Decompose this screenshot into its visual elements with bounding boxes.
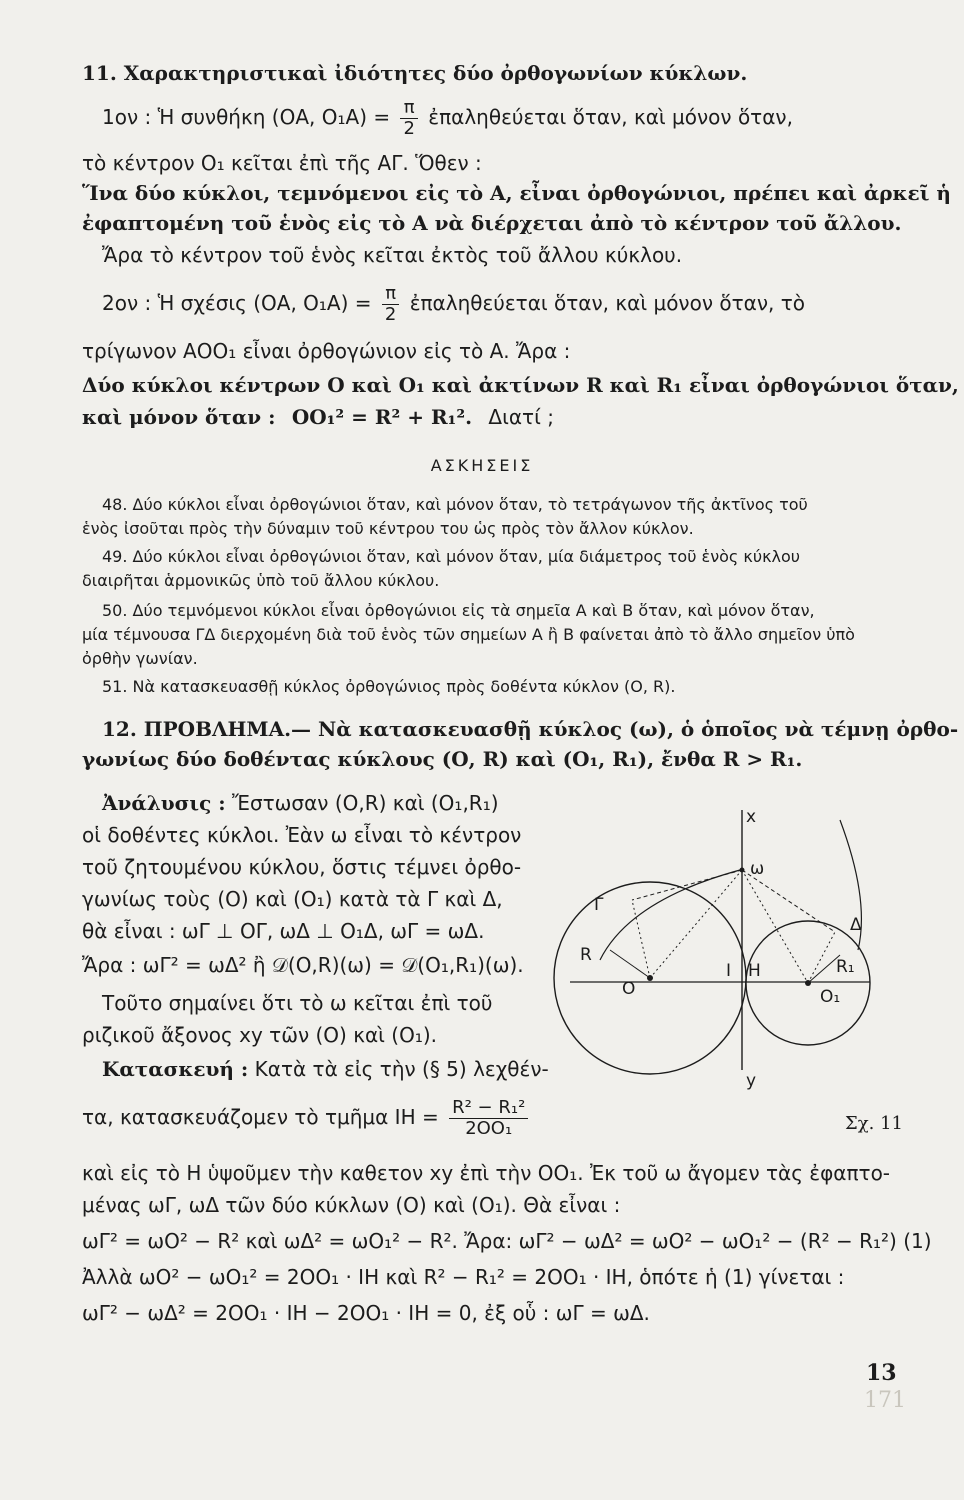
section-11-line-6	[102, 284, 914, 325]
label-x: x	[746, 807, 757, 827]
analysis-line-3: τοῦ ζητουμένου κύκλου, ὅστις τέμνει ὀρθο-	[82, 855, 522, 879]
exercise-50-line-2: μία τέμνουσα ΓΔ διερχομένη διὰ τοῦ ἑνὸς τῶν σημείων Α ἢ Β φαίνεται ἀπὸ τὸ ἄλλο σημεῖον ὑπὸ	[82, 625, 855, 644]
section-12-heading-1: 12. ΠΡΟΒΛΗΜΑ.— Νὰ κατασκευασθῇ κύκλος (ω), ὁ ὁποῖος νὰ τέμνῃ ὀρθο-	[102, 717, 959, 741]
point-o	[647, 975, 653, 981]
exercise-48-line-1: 48. Δύο κύκλοι εἶναι ὀρθογώνιοι ὅταν, καὶ μόνον ὅταν, τὸ τετράγωνον τῆς ἀκτῖνος τοῦ	[102, 495, 808, 514]
construction-label: Κατασκευή :	[102, 1057, 249, 1081]
section-11-line-7: τρίγωνον ΑΟΟ₁ εἶναι ὀρθογώνιον εἰς τὸ Α. Ἄρα :	[82, 339, 571, 363]
section-11-line-2: τὸ κέντρον Ο₁ κεῖται ἐπὶ τῆς ΑΓ. Ὅθεν :	[82, 151, 482, 175]
construction-text: Κατὰ τὰ εἰς τὴν (§ 5) λεχθέν-	[254, 1057, 549, 1081]
condition-text-end: ἐπαληθεύεται ὅταν, καὶ μόνον ὅταν,	[428, 105, 793, 129]
pi-over-two-2	[382, 284, 399, 325]
equation-line-c: ωΓ² = ωΟ² − R² καὶ ωΔ² = ωΟ₁² − R². Ἄρα: ωΓ² − ωΔ² = ωΟ² − ωΟ₁² − (R² − R₁²) (1)	[82, 1229, 932, 1253]
condition-text: 1ον : Ἡ συνθήκη (ΟΑ, Ο₁Α) =	[102, 105, 391, 129]
section-11-heading: 11. Χαρακτηριστικαὶ ἰδιότητες δύο ὀρθογωνίων κύκλων.	[82, 61, 748, 85]
radius-r	[610, 950, 650, 978]
section-12-heading-2: γωνίως δύο δοθέντας κύκλους (Ο, R) καὶ (Ο₁, R₁), ἔνθα R > R₁.	[82, 747, 803, 771]
figure-11	[540, 800, 910, 1140]
section-11-line-5: Ἄρα τὸ κέντρον τοῦ ἑνὸς κεῖται ἐκτὸς τοῦ ἄλλου κύκλου.	[102, 243, 683, 267]
two-denominator: 2	[384, 304, 397, 325]
label-gamma: Γ	[594, 895, 604, 915]
analysis-line-2: οἱ δοθέντες κύκλοι. Ἐὰν ω εἶναι τὸ κέντρον	[82, 823, 522, 847]
equation-line-e: ωΓ² − ωΔ² = 2ΟΟ₁ · ΙΗ − 2ΟΟ₁ · ΙΗ = 0, ἐξ οὗ : ωΓ = ωΔ.	[82, 1301, 650, 1325]
theorem-line-4	[82, 404, 894, 430]
label-delta: Δ	[850, 915, 862, 935]
pi-numerator: π	[400, 98, 417, 119]
tangent-omega-gamma	[632, 870, 742, 900]
exercise-51: 51. Νὰ κατασκευασθῇ κύκλος ὀρθογώνιος πρὸς δοθέντα κύκλον (Ο, R).	[102, 677, 676, 696]
theorem-line-2: ἐφαπτομένη τοῦ ἑνὸς εἰς τὸ Α νὰ διέρχεται ἀπὸ τὸ κέντρον τοῦ ἄλλου.	[82, 211, 902, 235]
exercise-49-line-1: 49. Δύο κύκλοι εἶναι ὀρθογώνιοι ὅταν, καὶ μόνον ὅταν, μία διάμετρος τοῦ ἑνὸς κύκλου	[102, 547, 801, 566]
paragraph-line-a: καὶ εἰς τὸ Η ὑψοῦμεν τὴν καθετον xy ἐπὶ τὴν ΟΟ₁. Ἐκ τοῦ ω ἄγομεν τὰς ἐφαπτο-	[82, 1161, 891, 1185]
label-h: H	[748, 961, 761, 981]
theorem-line-3: Δύο κύκλοι κέντρων Ο καὶ Ο₁ καὶ ἀκτίνων R καὶ R₁ εἶναι ὀρθογώνιοι ὅταν,	[82, 373, 959, 397]
relation-text-end: ἐπαληθεύεται ὅταν, καὶ μόνον ὅταν, τὸ	[409, 291, 805, 315]
analysis-line-6: Ἄρα : ωΓ² = ωΔ² ἢ 𝒟(Ο,R)(ω) = 𝒟(Ο₁,R₁)(ω).	[82, 953, 524, 977]
exercise-48-line-2: ἑνὸς ἰσοῦται πρὸς τὴν δύναμιν τοῦ κέντρου του ὡς πρὸς τὸν ἄλλον κύκλον.	[82, 519, 694, 538]
pi-over-two	[400, 98, 417, 139]
analysis-line-7: Τοῦτο σημαίνει ὅτι τὸ ω κεῖται ἐπὶ τοῦ	[102, 991, 493, 1015]
label-i: I	[726, 961, 732, 981]
label-omega: ω	[750, 859, 765, 879]
paragraph-line-b: μένας ωΓ, ωΔ τῶν δύο κύκλων (Ο) καὶ (Ο₁). Θὰ εἶναι :	[82, 1193, 621, 1217]
radius-o1-delta	[808, 932, 835, 983]
label-r: R	[580, 945, 592, 965]
pi-numerator: π	[382, 284, 399, 305]
label-r1: R₁	[836, 957, 855, 977]
page-number: 13	[866, 1360, 897, 1386]
theorem-condition-label: καὶ μόνον ὅταν :	[82, 405, 276, 429]
label-o1: O₁	[820, 987, 841, 1007]
figure-11-drawing	[540, 800, 910, 1140]
analysis-line-8: ριζικοῦ ἄξονος xy τῶν (Ο) καὶ (Ο₁).	[82, 1023, 438, 1047]
point-o1	[805, 980, 811, 986]
ih-denominator: 2ΟΟ₁	[465, 1118, 513, 1139]
equation-line-d: Ἀλλὰ ωΟ² − ωΟ₁² = 2ΟΟ₁ · ΙΗ καὶ R² − R₁² = 2ΟΟ₁ · ΙΗ, ὁπότε ἡ (1) γίνεται :	[82, 1265, 845, 1289]
label-o: O	[622, 979, 636, 999]
analysis-text: Ἔστωσαν (Ο,R) καὶ (Ο₁,R₁)	[232, 791, 499, 815]
analysis-line-5: θὰ εἶναι : ωΓ ⊥ ΟΓ, ωΔ ⊥ Ο₁Δ, ωΓ = ωΔ.	[82, 919, 485, 943]
figure-caption: Σχ. 11	[845, 1113, 903, 1134]
radius-o-gamma	[632, 900, 650, 978]
ih-fraction	[449, 1098, 528, 1139]
analysis-line-4: γωνίως τοὺς (Ο) καὶ (Ο₁) κατὰ τὰ Γ καὶ Δ,	[82, 887, 503, 911]
section-11-line-1	[102, 98, 914, 139]
page-number-faded: 171	[864, 1388, 906, 1413]
theorem-line-1: Ἵνα δύο κύκλοι, τεμνόμενοι εἰς τὸ Α, εἶναι ὀρθογώνιοι, πρέπει καὶ ἀρκεῖ ἡ	[82, 181, 951, 205]
theorem-equation: ΟΟ₁² = R² + R₁².	[291, 405, 473, 429]
point-omega	[740, 868, 745, 873]
segment-text: τα, κατασκευάζομεν τὸ τμῆμα ΙΗ =	[82, 1105, 439, 1129]
exercise-50-line-1: 50. Δύο τεμνόμενοι κύκλοι εἶναι ὀρθογώνιοι εἰς τὰ σημεῖα Α καὶ Β ὅταν, καὶ μόνον ὅταν,	[102, 601, 815, 620]
exercises-title: ΑΣΚΗΣΕΙΣ	[430, 456, 534, 475]
question-why: Διατί ;	[488, 405, 554, 429]
analysis-label: Ἀνάλυσις :	[102, 791, 226, 815]
ih-numerator: R² − R₁²	[449, 1098, 528, 1119]
exercise-49-line-2: διαιρῆται ἁρμονικῶς ὑπὸ τοῦ ἄλλου κύκλου.	[82, 571, 440, 590]
two-denominator: 2	[403, 118, 415, 139]
relation-text: 2ον : Ἡ σχέσις (ΟΑ, Ο₁Α) =	[102, 291, 372, 315]
label-y: y	[746, 1071, 757, 1091]
exercise-50-line-3: ὀρθὴν γωνίαν.	[82, 649, 198, 668]
